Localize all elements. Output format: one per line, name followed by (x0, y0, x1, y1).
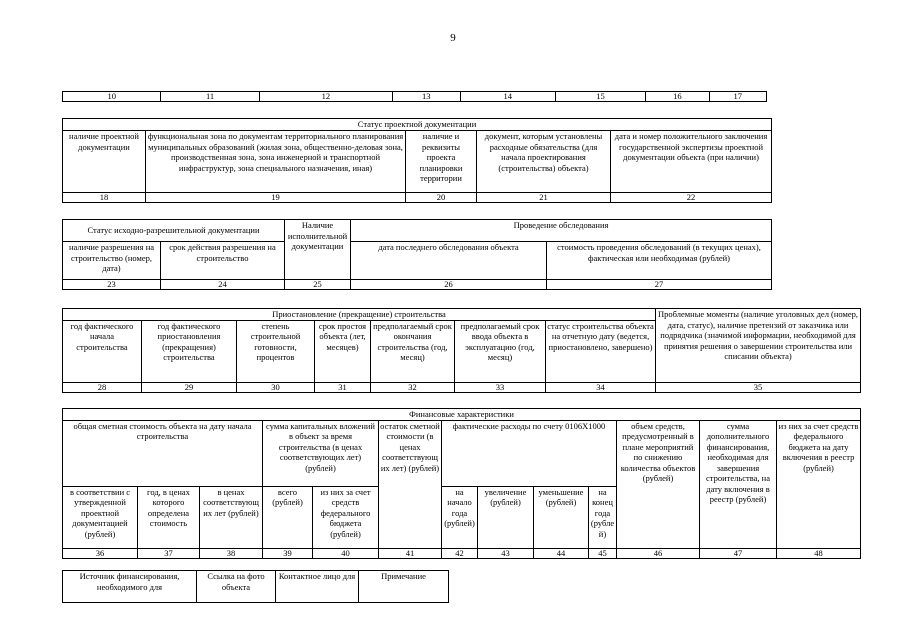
column-number: 22 (611, 193, 772, 203)
column-number: 25 (285, 280, 351, 290)
permits-inspection-table (62, 219, 772, 290)
column-header: на начало года (рублей) (442, 486, 478, 548)
group-header: Проведение обследования (351, 220, 772, 242)
column-number: 30 (237, 382, 315, 392)
column-number: 29 (142, 382, 237, 392)
column-header: год фактического приостановления (прекращения) строительства (142, 320, 237, 382)
column-number: 48 (777, 548, 861, 558)
column-number: 12 (259, 92, 392, 102)
column-header: Проблемные моменты (наличие уголовных дел (номер, дата, статус), наличие претензий от заказчика или подрядчика (значимой информации, необходимой для принятия решения о завершении строительства или списании объекта) (656, 309, 861, 383)
column-header: из них за счет средств федерального бюджета на дату включения в реестр (рублей) (777, 420, 861, 548)
column-header: в ценах соответствующих лет (рублей) (200, 486, 263, 548)
column-number: 47 (700, 548, 777, 558)
group-header: Приостановление (прекращение) строительства (63, 309, 656, 321)
extra-info-table (62, 570, 449, 603)
column-number: 11 (161, 92, 259, 102)
column-header: уменьшение (рублей) (534, 486, 589, 548)
column-header: срок простоя объекта (лет, месяцев) (315, 320, 371, 382)
column-number: 34 (546, 382, 656, 392)
column-header: стоимость проведения обследований (в текущих ценах), фактическая или необходимая (рублей) (547, 242, 772, 280)
column-number: 20 (406, 193, 477, 203)
column-header: увеличение (рублей) (478, 486, 534, 548)
column-number: 17 (709, 92, 766, 102)
column-number: 37 (138, 548, 200, 558)
column-number: 10 (63, 92, 161, 102)
column-header: объем средств, предусмотренный в плане мероприятий по снижению количества объектов (рублей) (617, 420, 700, 548)
column-header: Источник финансирования, необходимого для (63, 571, 197, 603)
column-number: 32 (371, 382, 455, 392)
column-number: 14 (460, 92, 555, 102)
column-header: Контактное лицо для (276, 571, 359, 603)
column-number: 23 (63, 280, 161, 290)
column-number: 43 (478, 548, 534, 558)
group-header: фактические расходы по счету 0106Х1000 (442, 420, 617, 486)
columns-10-17-table (62, 91, 767, 102)
column-number: 18 (63, 193, 146, 203)
group-header: Статус исходно-разрешительной документации (63, 220, 285, 242)
column-number: 33 (455, 382, 546, 392)
column-number: 44 (534, 548, 589, 558)
column-header: дата последнего обследования объекта (351, 242, 547, 280)
project-documentation-table (62, 118, 772, 203)
column-header: статус строительства объекта на отчетную дату (ведется, приостановлено, завершено) (546, 320, 656, 382)
column-header: документ, которым установлены расходные обязательства (для начала проектирования (строительства) объекта) (477, 131, 611, 193)
column-header: год, в ценах которого определена стоимость (138, 486, 200, 548)
column-header: дата и номер положительного заключения государственной экспертизы проектной документации объекта (при наличии) (611, 131, 772, 193)
column-number: 45 (589, 548, 617, 558)
table-title: Статус проектной документации (63, 119, 772, 131)
column-number: 28 (63, 382, 142, 392)
group-header: сумма капитальных вложений в объект за время строительства (в ценах соответствующих лет) (рублей) (263, 420, 379, 486)
column-header: в соответствии с утвержденной проектной документацией (рублей) (63, 486, 138, 548)
column-header: функциональная зона по документам территориального планирования муниципальных образований (жилая зона, общественно-деловая зона, производственная зона, зона инженерной и транспортной инфраструктур, зона специального назначения, иная) (146, 131, 406, 193)
column-header: наличие разрешения на строительство (номер, дата) (63, 242, 161, 280)
column-number: 19 (146, 193, 406, 203)
column-header: Наличие исполнительной документации (285, 220, 351, 280)
column-header: всего (рублей) (263, 486, 313, 548)
column-header: Ссылка на фото объекта (197, 571, 276, 603)
column-number: 46 (617, 548, 700, 558)
column-number: 39 (263, 548, 313, 558)
financial-table (62, 408, 861, 559)
column-header: Примечание (359, 571, 449, 603)
column-number: 41 (379, 548, 442, 558)
column-number: 42 (442, 548, 478, 558)
column-header: степень строительной готовности, процентов (237, 320, 315, 382)
column-number: 31 (315, 382, 371, 392)
column-number: 16 (646, 92, 710, 102)
page-number: 9 (450, 32, 456, 44)
column-header: наличие и реквизиты проекта планировки территории (406, 131, 477, 193)
column-number: 35 (656, 382, 861, 392)
column-number: 13 (392, 92, 460, 102)
column-number: 40 (313, 548, 379, 558)
column-number: 26 (351, 280, 547, 290)
column-header: сумма дополнительного финансирования, необходимая для завершения строительства, на дату включения в реестр (рублей) (700, 420, 777, 548)
suspension-table (62, 308, 861, 393)
column-number: 27 (547, 280, 772, 290)
column-number: 24 (161, 280, 285, 290)
table-title: Финансовые характеристики (63, 409, 861, 421)
column-number: 36 (63, 548, 138, 558)
column-header: наличие проектной документации (63, 131, 146, 193)
column-header: из них за счет средств федерального бюджета (рублей) (313, 486, 379, 548)
column-header: на конец года (рублей) (589, 486, 617, 548)
group-header: общая сметная стоимость объекта на дату начала строительства (63, 420, 263, 486)
column-number: 15 (555, 92, 645, 102)
column-header: остаток сметной стоимости (в ценах соответствующих лет) (рублей) (379, 420, 442, 548)
column-header: предполагаемый срок окончания строительства (год, месяц) (371, 320, 455, 382)
column-header: срок действия разрешения на строительство (161, 242, 285, 280)
column-number: 38 (200, 548, 263, 558)
column-header: предполагаемый срок ввода объекта в эксплуатацию (год, месяц) (455, 320, 546, 382)
column-header: год фактического начала строительства (63, 320, 142, 382)
column-number: 21 (477, 193, 611, 203)
